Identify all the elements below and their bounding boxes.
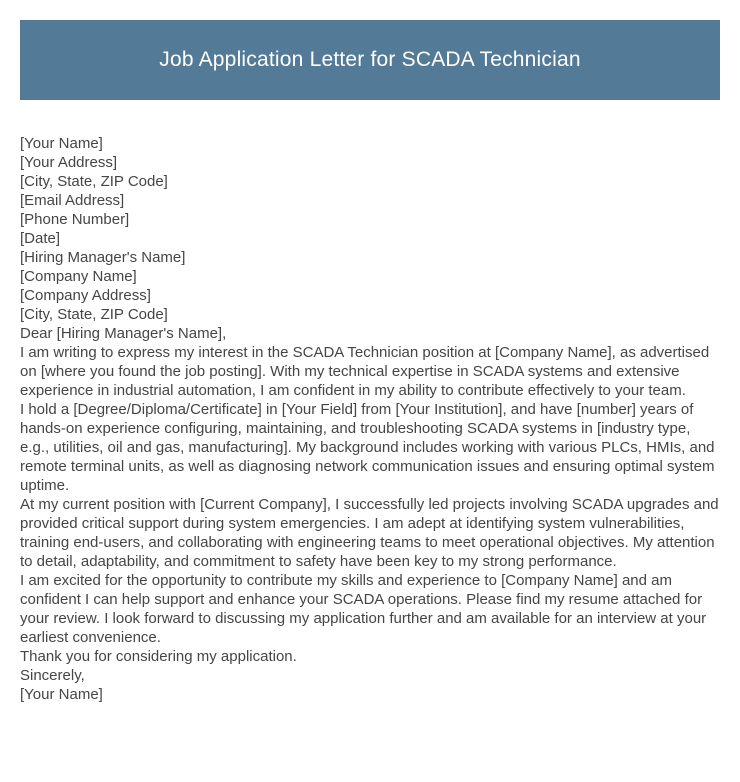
date-line: [Date] [20,230,61,247]
letter-page [0,20,740,782]
body-paragraph: At my current position with [Current Company], I successfully led projects involving SCADA upgrades and provided critical support during system emergencies. I am adept at identifying system vulnerabilities, training end-users, and collaborating with engineering teams to meet operational objectives. My attention to detail, adaptability, and commitment to safety have been key to my strong performance. [20,496,719,570]
page-title: Job Application Letter for SCADA Technician [159,48,581,72]
sender-line: [Phone Number] [20,211,130,228]
closing-thanks: Thank you for considering my application. [20,648,297,665]
sender-line: [Your Name] [20,135,103,152]
sender-line: [Email Address] [20,192,125,209]
body-paragraph: I am writing to express my interest in the SCADA Technician position at [Company Name], as advertised on [where you found the job posting]. With my technical expertise in SCADA systems and extensive experience in industrial automation, I am confident in my ability to contribute effectively to your team. [20,344,710,399]
letter-content [20,100,722,704]
recipient-line: [City, State, ZIP Code] [20,306,168,323]
recipient-line: [Company Name] [20,268,137,285]
sender-address-block [20,134,722,229]
sender-line: [City, State, ZIP Code] [20,173,168,190]
salutation: Dear [Hiring Manager's Name], [20,325,227,342]
body-paragraph: I am excited for the opportunity to contribute my skills and experience to [Company Name] and am confident I can help support and enhance your SCADA operations. Please find my resume attached for your review. I look forward to discussing my application further and am available for an interview at your earliest convenience. [20,572,707,646]
sender-line: [Your Address] [20,154,118,171]
closing-valediction: Sincerely, [20,667,85,684]
body-paragraph: I hold a [Degree/Diploma/Certificate] in [Your Field] from [Your Institution], and have [number] years of hands-on experience configuring, maintaining, and troubleshooting SCADA systems in [industry type, e.g., utilities, oil and gas, manufacturing]. My background includes working with various PLCs, HMIs, and remote terminal units, as well as diagnosing network communication issues and ensuring optimal system uptime. [20,401,715,494]
recipient-line: [Hiring Manager's Name] [20,249,186,266]
signature-name: [Your Name] [20,686,103,703]
recipient-address-block [20,248,722,324]
document-header-banner [20,20,720,100]
recipient-line: [Company Address] [20,287,151,304]
